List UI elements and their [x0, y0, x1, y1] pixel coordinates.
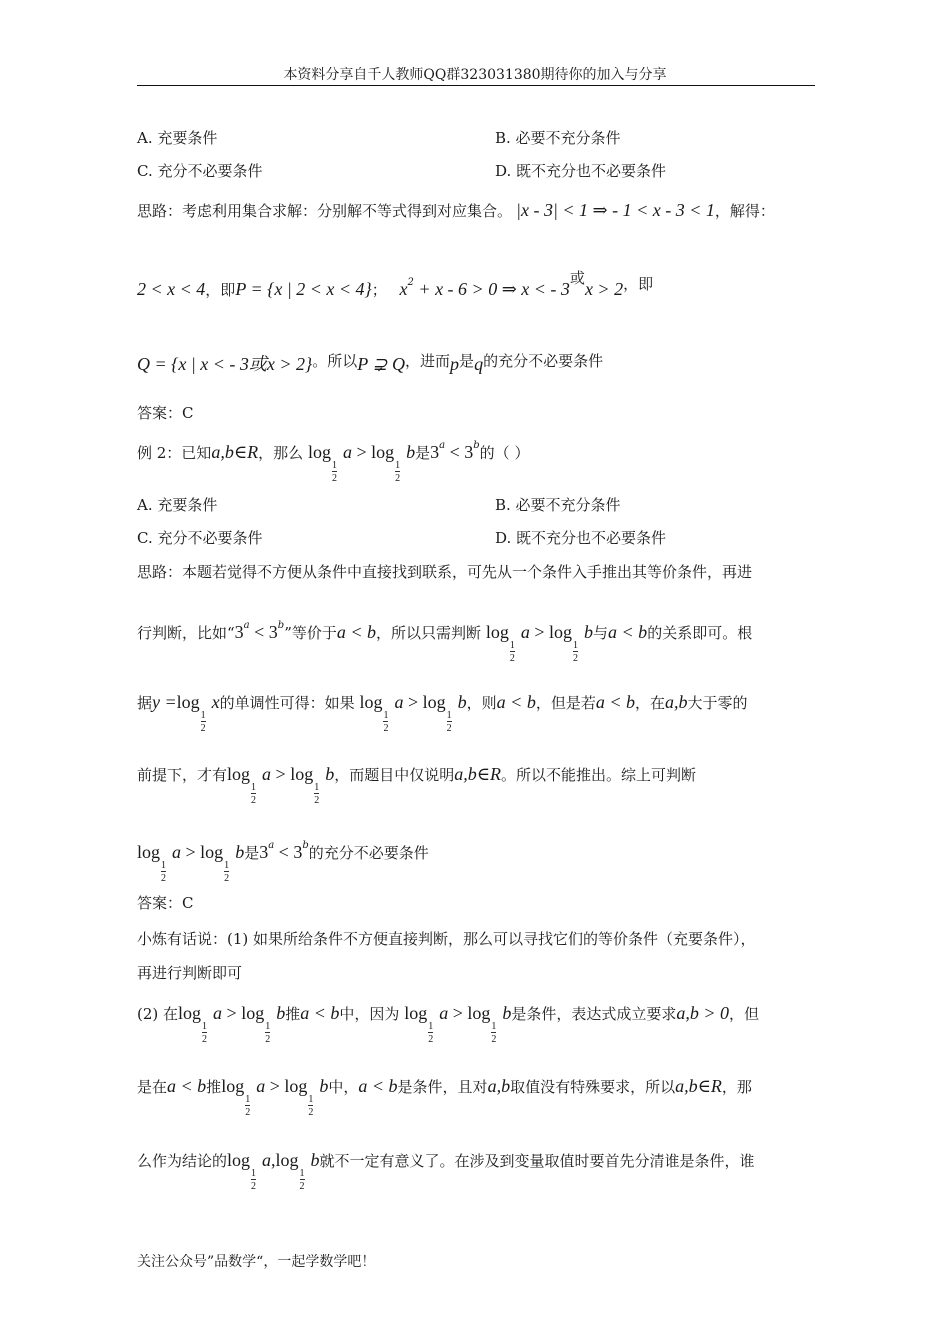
log-half-a: log 1 2 [359, 692, 389, 734]
remark-line4: 是在a < b推log 1 2 a > log 1 2 b中，a < b是条件，且对a,b取值没有特殊要求，所以a,b∈R，那 [137, 1076, 752, 1118]
remark-line5: 么作为结论的log 1 2 a,log 1 2 b就不一定有意义了。在涉及到变量取值时要首先分清谁是条件，谁 [137, 1150, 755, 1192]
option-c: C. 充分不必要条件 [137, 162, 263, 180]
log-half-a: log 1 2 [221, 1076, 251, 1118]
answer1-text: 答案：C [137, 404, 194, 422]
option-b: B. 必要不充分条件 [495, 129, 621, 147]
quadratic-inequality: + x - 6 > 0 ⇒ x < - 3 [413, 279, 570, 299]
page-footer: 关注公众号”品数学“，一起学数学吧！ [137, 1254, 376, 1270]
text-shi: 是 [415, 444, 431, 462]
text-shi: 是 [459, 352, 475, 370]
text-ji: ，即 [205, 281, 236, 299]
option2-b: B. 必要不充分条件 [495, 496, 621, 514]
a-lt-b: a < b [336, 622, 377, 642]
log-half-b: log 1 2 [241, 1003, 271, 1045]
abs-inequality: |x - 3| < 1 ⇒ - 1 < x - 3 < 1 [516, 200, 715, 220]
function-y: y = [152, 692, 177, 712]
gt-sign: > [351, 442, 372, 462]
option2-c: C. 充分不必要条件 [137, 529, 263, 547]
remark-line2: 再进行判断即可 [137, 964, 243, 982]
log-half-a: log 1 2 [227, 1150, 257, 1192]
text-namme: ，那么 [258, 444, 304, 462]
exponent-2: 2 [407, 277, 414, 288]
text-semicolon: ； [371, 281, 387, 299]
lt-sign: < [445, 442, 465, 462]
log-half-a: log 1 2 [307, 442, 337, 484]
option-d: D. 既不充分也不必要条件 [495, 162, 667, 180]
answer2 [137, 892, 193, 913]
text-conclusion: 的充分不必要条件 [483, 352, 604, 370]
three-a: 3 [430, 442, 440, 462]
log-half-b: log 1 2 [284, 1076, 314, 1118]
inequality-range: 2 < x < 4 [137, 279, 206, 299]
answer2-text: 答案：C [137, 894, 194, 912]
solution2-line4: 前提下，才有log 1 2 a > log 1 2 b，而题目中仅说明a,b∈R。所以不能推出。综上可判断 [137, 764, 697, 806]
log-half-a: log 1 2 [178, 1003, 208, 1045]
log-half-b: log 1 2 [549, 622, 578, 664]
ab-positive: a,b > 0 [676, 1003, 730, 1023]
text-jiner: ，进而 [405, 352, 451, 370]
solution2-line1: 思路：本题若觉得不方便从条件中直接找到联系，可先从一个条件入手推出其等价条件，再进 [137, 563, 753, 581]
solution2-line2: 行判断，比如“$3^a < 3^b$”等价于a < b，所以只需判断 log 1 2 a > log 1 2 b与a < b的关系即可。根 [137, 620, 753, 664]
set-p: P = {x | 2 < x < 4} [235, 279, 372, 299]
option2-d: D. 既不充分也不必要条件 [495, 529, 667, 547]
text-suoyi: 。所以 [312, 352, 358, 370]
set-q: Q = {x | x < - 3或x > 2} [137, 354, 313, 374]
text-huo: 或 [569, 269, 585, 287]
log-half-a: log 1 2 [227, 764, 257, 806]
log-half-b: log 1 2 [290, 764, 320, 806]
var-b: b [406, 442, 416, 462]
log-half-b: log 1 2 [467, 1003, 497, 1045]
log-half-x: log 1 2 [176, 692, 206, 734]
log-half-b: log 1 2 [422, 692, 452, 734]
remark-line1: 小炼有话说：(1) 如果所给条件不方便直接判断，那么可以寻找它们的等价条件（充要条件）， [137, 930, 756, 948]
log-half-b: log 1 2 [275, 1150, 305, 1192]
var-a: a [342, 442, 352, 462]
text-ji-2: ，即 [623, 275, 654, 293]
ab-in-r: a,b∈R [211, 442, 259, 462]
option2-a: A. 充要条件 [137, 496, 218, 514]
page-header: 本资料分享自千人教师QQ群323031380期待你的加入与分享 [283, 67, 667, 83]
log-half-b: log 1 2 [371, 442, 401, 484]
log-half-a: log 1 2 [137, 842, 166, 884]
question-blank: 的（ ） [479, 444, 530, 462]
solution1-text-end: ，解得： [714, 202, 775, 220]
var-p: p [450, 354, 460, 374]
three-b: 3 [464, 442, 474, 462]
solution1-line2 [137, 269, 654, 300]
header-rule [137, 85, 815, 86]
log-half-a: log 1 2 [485, 622, 515, 664]
set-relation: P ⊋ Q [357, 354, 406, 374]
answer1 [137, 402, 193, 423]
solution1-line1 [137, 200, 775, 221]
remark-line3: (2) 在log 1 2 a > log 1 2 b推a < b中，因为 log 1 2 a > log 1 2 b是条件，表达式成立要求a,b > 0，但 [137, 1003, 760, 1045]
option-a: A. 充要条件 [137, 129, 218, 147]
inequality-x-gt-2: x > 2 [584, 279, 624, 299]
solution1-line3 [137, 350, 603, 376]
solution2-line3: 据y =log 1 2 x的单调性可得：如果 log 1 2 a > log 1 2 b，则a < b，但是若a < b，在a,b大于零的 [137, 692, 748, 734]
log-half-a: log 1 2 [404, 1003, 434, 1045]
log-half-b: log 1 2 [200, 842, 230, 884]
var-x: x [399, 279, 408, 299]
solution1-text: 思路：考虑利用集合求解：分别解不等式得到对应集合。 [137, 202, 513, 220]
example2-label: 例 2：已知 [137, 444, 212, 462]
var-q: q [474, 354, 484, 374]
solution2-line5: log 1 2 a > log 1 2 b是$3^a < 3^b$的充分不必要条件 [137, 840, 429, 884]
example2-question: 例 2：已知a,b∈R，那么 log 1 2 a > log 1 2 b是$3^a < 3^b$的（ ） [137, 440, 530, 484]
